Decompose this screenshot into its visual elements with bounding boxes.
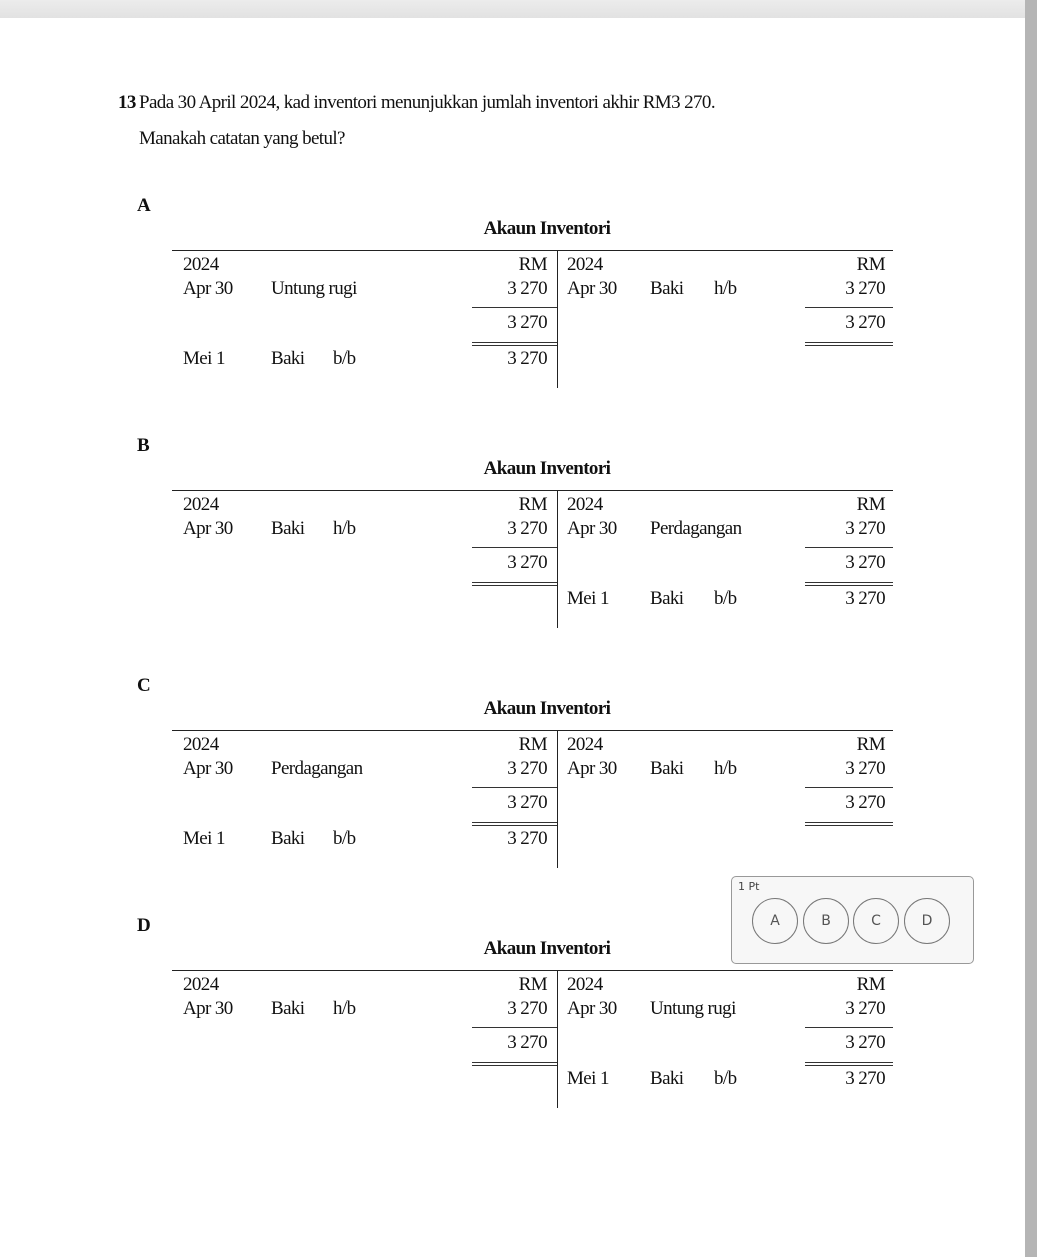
option-letter: C [137, 675, 151, 696]
entry-description: Perdagangan [271, 758, 363, 779]
right-year: 2024 [567, 734, 603, 755]
entry-description: Baki [271, 518, 305, 539]
entry-description: Baki [271, 348, 305, 369]
entry-amount: 3 270 [507, 278, 547, 299]
divider [172, 730, 893, 731]
divider [172, 970, 893, 971]
option-letter: A [137, 195, 151, 216]
entry-date: Mei 1 [567, 588, 609, 609]
right-currency: RM [856, 734, 885, 755]
double-underline [472, 342, 557, 346]
entry-amount: 3 270 [507, 828, 547, 849]
account-title: Akaun Inventori [483, 458, 611, 479]
entry-amount: 3 270 [845, 1068, 885, 1089]
answer-choice-a[interactable]: A [752, 898, 798, 944]
ledger-account-b [0, 458, 1037, 670]
entry-amount: 3 270 [845, 278, 885, 299]
right-currency: RM [856, 254, 885, 275]
entry-total: 3 270 [845, 1032, 885, 1053]
answer-choice-c[interactable]: C [853, 898, 899, 944]
divider [172, 490, 893, 491]
right-year: 2024 [567, 254, 603, 275]
top-bar [0, 0, 1025, 18]
left-year: 2024 [183, 254, 219, 275]
single-underline [472, 1027, 557, 1028]
entry-total: 3 270 [845, 552, 885, 573]
left-currency: RM [518, 734, 547, 755]
single-underline [472, 307, 557, 308]
entry-total: 3 270 [507, 792, 547, 813]
entry-description: Baki [271, 828, 305, 849]
double-underline [472, 822, 557, 826]
single-underline [805, 787, 893, 788]
entry-date: Apr 30 [183, 758, 233, 779]
entry-amount: 3 270 [845, 758, 885, 779]
answer-panel [731, 876, 974, 964]
single-underline [472, 787, 557, 788]
option-letter: B [137, 435, 150, 456]
divider [557, 490, 558, 628]
single-underline [472, 547, 557, 548]
question-prompt: Manakah catatan yang betul? [139, 128, 345, 149]
divider [557, 730, 558, 868]
account-title: Akaun Inventori [483, 938, 611, 959]
left-currency: RM [518, 494, 547, 515]
double-underline [472, 1062, 557, 1066]
double-underline [805, 342, 893, 346]
entry-date: Mei 1 [183, 828, 225, 849]
points-label: 1 Pt [738, 880, 760, 893]
entry-description: Baki [650, 758, 684, 779]
single-underline [805, 307, 893, 308]
entry-description: Untung rugi [271, 278, 357, 299]
right-year: 2024 [567, 494, 603, 515]
entry-reference: h/b [714, 758, 737, 779]
entry-amount: 3 270 [507, 348, 547, 369]
entry-total: 3 270 [507, 552, 547, 573]
entry-reference: b/b [333, 828, 356, 849]
entry-amount: 3 270 [845, 588, 885, 609]
entry-description: Baki [271, 998, 305, 1019]
entry-date: Apr 30 [183, 998, 233, 1019]
entry-date: Apr 30 [567, 758, 617, 779]
entry-description: Baki [650, 588, 684, 609]
entry-reference: b/b [333, 348, 356, 369]
single-underline [805, 1027, 893, 1028]
entry-reference: h/b [333, 998, 356, 1019]
entry-description: Untung rugi [650, 998, 736, 1019]
left-currency: RM [518, 974, 547, 995]
single-underline [805, 547, 893, 548]
option-letter: D [137, 915, 151, 936]
entry-amount: 3 270 [507, 758, 547, 779]
entry-date: Mei 1 [567, 1068, 609, 1089]
entry-reference: h/b [333, 518, 356, 539]
account-title: Akaun Inventori [483, 698, 611, 719]
entry-total: 3 270 [845, 792, 885, 813]
entry-amount: 3 270 [845, 998, 885, 1019]
answer-choice-b[interactable]: B [803, 898, 849, 944]
double-underline [805, 1062, 893, 1066]
account-title: Akaun Inventori [483, 218, 611, 239]
divider [172, 250, 893, 251]
right-year: 2024 [567, 974, 603, 995]
entry-description: Baki [650, 1068, 684, 1089]
double-underline [805, 582, 893, 586]
ledger-account-a [0, 218, 1037, 430]
left-currency: RM [518, 254, 547, 275]
divider [557, 250, 558, 388]
entry-reference: b/b [714, 1068, 737, 1089]
entry-date: Apr 30 [567, 278, 617, 299]
left-year: 2024 [183, 734, 219, 755]
entry-total: 3 270 [845, 312, 885, 333]
entry-reference: b/b [714, 588, 737, 609]
entry-total: 3 270 [507, 1032, 547, 1053]
right-currency: RM [856, 494, 885, 515]
entry-description: Baki [650, 278, 684, 299]
question-number: 13 [118, 92, 136, 113]
ledger-account-d [0, 938, 1037, 1150]
answer-choice-d[interactable]: D [904, 898, 950, 944]
double-underline [805, 822, 893, 826]
entry-date: Apr 30 [183, 518, 233, 539]
entry-amount: 3 270 [507, 998, 547, 1019]
entry-reference: h/b [714, 278, 737, 299]
entry-description: Perdagangan [650, 518, 742, 539]
entry-date: Apr 30 [183, 278, 233, 299]
right-currency: RM [856, 974, 885, 995]
left-year: 2024 [183, 974, 219, 995]
entry-date: Mei 1 [183, 348, 225, 369]
entry-date: Apr 30 [567, 518, 617, 539]
entry-total: 3 270 [507, 312, 547, 333]
entry-date: Apr 30 [567, 998, 617, 1019]
question-text: Pada 30 April 2024, kad inventori menunjukkan jumlah inventori akhir RM3 270. [139, 92, 715, 113]
double-underline [472, 582, 557, 586]
entry-amount: 3 270 [845, 518, 885, 539]
entry-amount: 3 270 [507, 518, 547, 539]
divider [557, 970, 558, 1108]
left-year: 2024 [183, 494, 219, 515]
